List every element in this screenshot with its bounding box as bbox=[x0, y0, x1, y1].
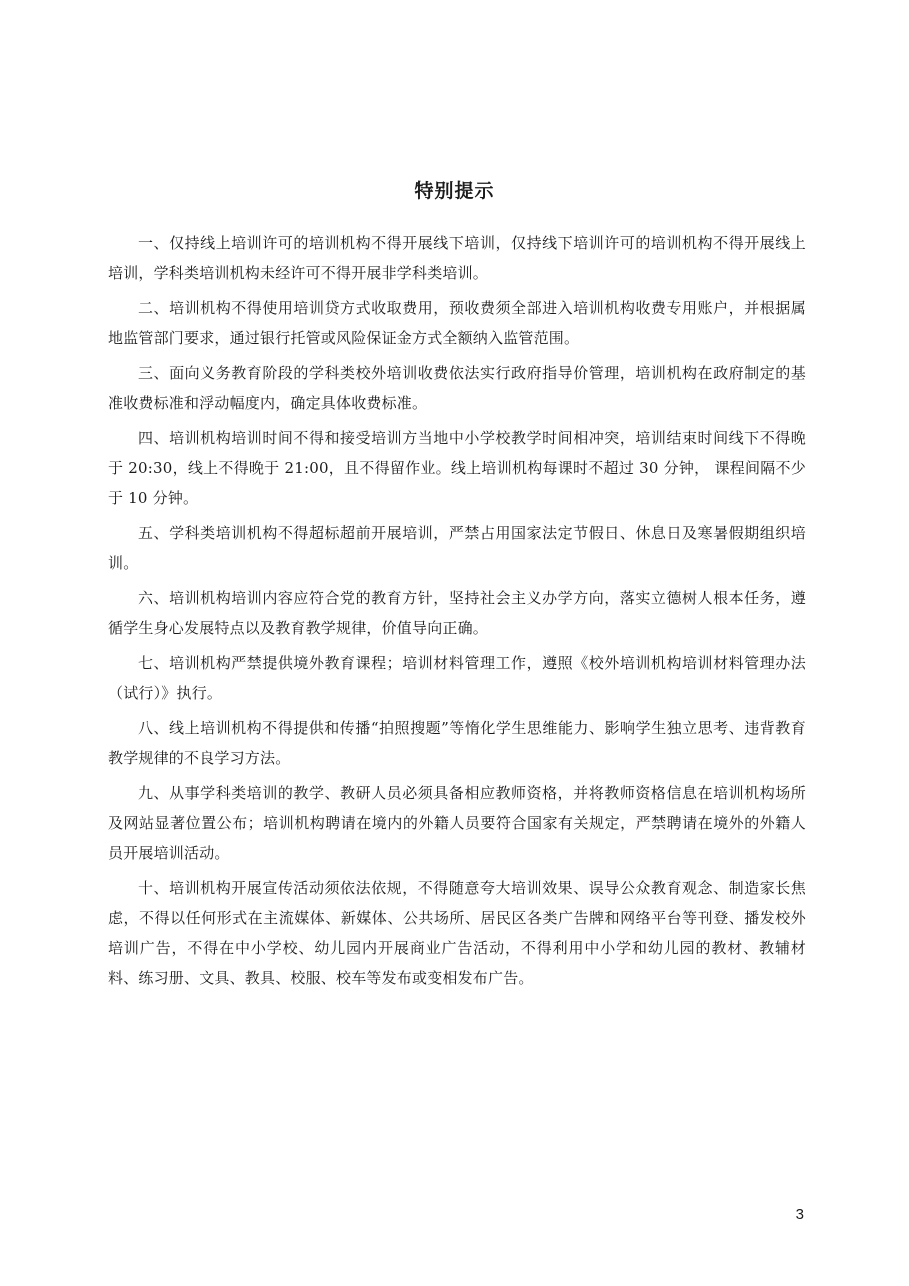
paragraph-4: 四、培训机构培训时间不得和接受培训方当地中小学校教学时间相冲突，培训结束时间线下不得晚于 20:30，线上不得晚于 21:00，且不得留作业。线上培训机构每课时不超过 30 分钟， 课程间隔不少于 10 分钟。 bbox=[108, 429, 806, 507]
paragraph-6: 六、培训机构培训内容应符合党的教育方针，坚持社会主义办学方向，落实立德树人根本任务，遵循学生身心发展特点以及教育教学规律，价值导向正确。 bbox=[108, 589, 806, 637]
page-number: 3 bbox=[795, 1206, 804, 1223]
paragraph-10: 十、培训机构开展宣传活动须依法依规，不得随意夸大培训效果、误导公众教育观念、制造家长焦虑，不得以任何形式在主流媒体、新媒体、公共场所、居民区各类广告牌和网络平台等刊登、播发校外培训广告，不得在中小学校、幼儿园内开展商业广告活动，不得利用中小学和幼儿园的教材、教辅材料、练习册、文具、教具、校服、校车等发布或变相发布广告。 bbox=[108, 879, 806, 987]
document-body bbox=[108, 228, 806, 998]
paragraph-8: 八、线上培训机构不得提供和传播“拍照搜题”等惰化学生思维能力、影响学生独立思考、违背教育教学规律的不良学习方法。 bbox=[108, 719, 806, 767]
paragraph-2: 二、培训机构不得使用培训贷方式收取费用，预收费须全部进入培训机构收费专用账户，并根据属地监管部门要求，通过银行托管或风险保证金方式全额纳入监管范围。 bbox=[108, 299, 806, 347]
paragraph-9: 九、从事学科类培训的教学、教研人员必须具备相应教师资格，并将教师资格信息在培训机构场所及网站显著位置公布；培训机构聘请在境内的外籍人员要符合国家有关规定，严禁聘请在境外的外籍人员开展培训活动。 bbox=[108, 784, 806, 862]
page-title: 特别提示 bbox=[414, 180, 495, 202]
paragraph-1: 一、仅持线上培训许可的培训机构不得开展线下培训，仅持线下培训许可的培训机构不得开展线上培训，学科类培训机构未经许可不得开展非学科类培训。 bbox=[108, 234, 806, 282]
paragraph-5: 五、学科类培训机构不得超标超前开展培训，严禁占用国家法定节假日、休息日及寒暑假期组织培训。 bbox=[108, 524, 806, 572]
paragraph-3: 三、面向义务教育阶段的学科类校外培训收费依法实行政府指导价管理，培训机构在政府制定的基准收费标准和浮动幅度内，确定具体收费标准。 bbox=[108, 364, 806, 412]
paragraph-7: 七、培训机构严禁提供境外教育课程；培训材料管理工作，遵照《校外培训机构培训材料管理办法（试行）》执行。 bbox=[108, 654, 806, 702]
